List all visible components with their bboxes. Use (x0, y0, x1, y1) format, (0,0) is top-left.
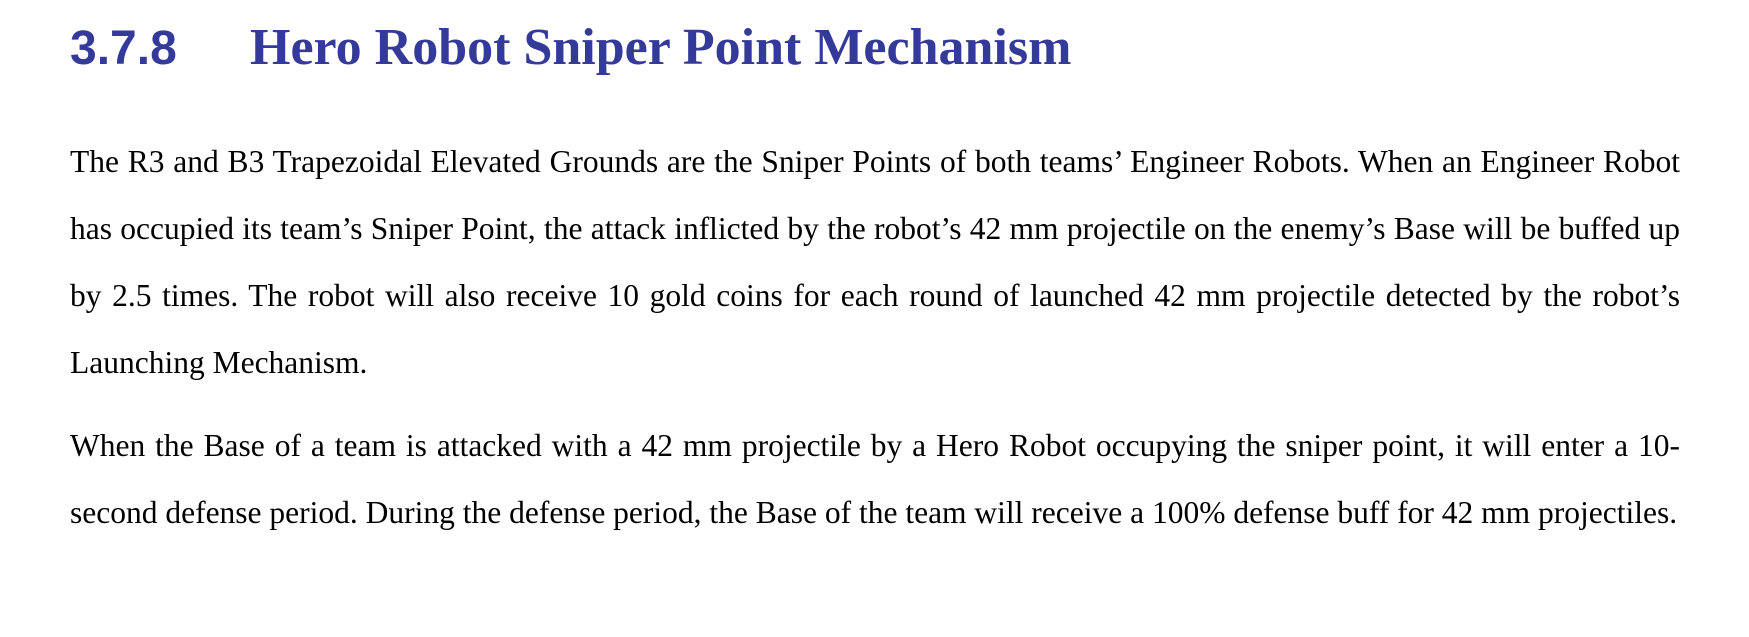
paragraph-sniper-points: The R3 and B3 Trapezoidal Elevated Grounds are the Sniper Points of both teams’ Engineer Robots. When an Engineer Robot has occupied its team’s Sniper Point, the attack inflicted by the robot’s 42 mm projectile on the enemy’s Base will be buffed up by 2.5 times. The robot will also receive 10 gold coins for each round of launched 42 mm projectile detected by the robot’s Launching Mechanism. (70, 144, 1680, 380)
paragraph-defense-period: When the Base of a team is attacked with a 42 mm projectile by a Hero Robot occupying the sniper point, it will enter a 10-second defense period. During the defense period, the Base of the team will receive a 100% defense buff for 42 mm projectiles. (70, 428, 1680, 530)
section-number: 3.7.8 (70, 22, 177, 75)
section-title: Hero Robot Sniper Point Mechanism (250, 19, 1072, 76)
section-heading (70, 19, 1072, 76)
